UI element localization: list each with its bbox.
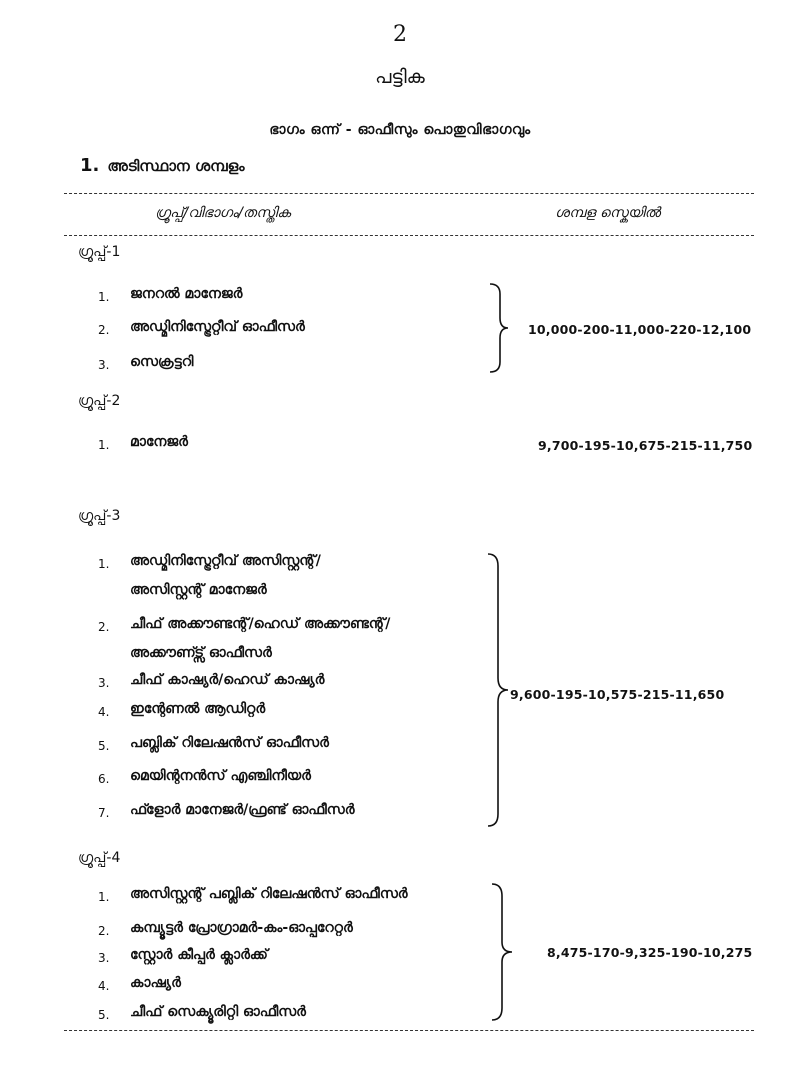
list-item-number: 5.	[98, 739, 110, 753]
group-1-brace	[488, 282, 510, 374]
list-item-number: 6.	[98, 772, 110, 786]
list-item-number: 2.	[98, 323, 110, 337]
list-item-number: 7.	[98, 806, 110, 820]
list-item-number: 1.	[98, 438, 110, 452]
list-item: അഡ്മിനിസ്ട്രേറ്റീവ് അസിസ്റ്റന്റ്/	[130, 553, 321, 569]
table-header-rule	[64, 235, 754, 236]
list-item-number: 4.	[98, 979, 110, 993]
pay-scale-group-3: 9,600-195-10,575-215-11,650	[510, 687, 725, 702]
table-bottom-rule	[64, 1030, 754, 1031]
column-header-post: ഗ്രൂപ്പ്/വിഭാഗം/തസ്തിക	[155, 205, 291, 221]
list-item: മാനേജർ	[130, 434, 188, 450]
list-item: ചീഫ് അക്കൗണ്ടന്റ്/ഹെഡ് അക്കൗണ്ടന്റ്/	[130, 616, 391, 632]
pay-scale-group-1: 10,000-200-11,000-220-12,100	[528, 322, 752, 337]
group-3-brace	[486, 552, 510, 828]
list-item-number: 5.	[98, 1008, 110, 1022]
list-item: ചീഫ് സെക്യൂരിറ്റി ഓഫീസർ	[130, 1004, 306, 1020]
list-item: അസിസ്റ്റന്റ് പബ്ലിക് റിലേഷൻസ് ഓഫീസർ	[130, 886, 408, 902]
list-item-number: 3.	[98, 676, 110, 690]
list-item: കാഷ്യർ	[130, 975, 181, 991]
document-title: പട്ടിക	[375, 66, 425, 88]
list-item: കമ്പ്യൂട്ടർ പ്രോഗ്രാമർ-കം-ഓപ്പറേറ്റർ	[130, 920, 353, 936]
group-4-brace	[490, 882, 514, 1024]
list-item-number: 1.	[98, 890, 110, 904]
group-label-2: ഗ്രൂപ്പ്-2	[78, 393, 121, 409]
list-item: ജനറൽ മാനേജർ	[130, 286, 243, 302]
list-item-number: 2.	[98, 924, 110, 938]
list-item-number: 1.	[98, 290, 110, 304]
section-heading-text: അടിസ്ഥാന ശമ്പളം	[107, 157, 245, 175]
section-number: 1.	[80, 155, 100, 176]
list-item-continuation: അക്കൗണ്ട്സ് ഓഫീസർ	[130, 645, 272, 661]
list-item-number: 4.	[98, 705, 110, 719]
section-heading	[80, 155, 245, 176]
list-item: സെക്രട്ടറി	[130, 354, 194, 370]
list-item: ഇന്റേണൽ ആഡിറ്റർ	[130, 701, 266, 717]
list-item: ചീഫ് കാഷ്യർ/ഹെഡ് കാഷ്യർ	[130, 672, 325, 688]
table-top-rule	[64, 193, 754, 194]
group-label-1: ഗ്രൂപ്പ്-1	[78, 244, 121, 260]
pay-scale-group-4: 8,475-170-9,325-190-10,275	[547, 945, 753, 960]
list-item: പബ്ലിക് റിലേഷൻസ് ഓഫീസർ	[130, 735, 329, 751]
list-item: മെയിന്റനൻസ് എഞ്ചിനീയർ	[130, 768, 311, 784]
list-item-number: 2.	[98, 620, 110, 634]
list-item: സ്റ്റോർ കീപ്പർ ക്ലാർക്ക്	[130, 947, 268, 963]
list-item-number: 3.	[98, 358, 110, 372]
list-item-number: 1.	[98, 557, 110, 571]
list-item-continuation: അസിസ്റ്റന്റ് മാനേജർ	[130, 582, 267, 598]
pay-scale-group-2: 9,700-195-10,675-215-11,750	[538, 438, 753, 453]
document-subtitle: ഭാഗം ഒന്ന് - ഓഫീസും പൊതുവിഭാഗവും	[269, 122, 531, 138]
group-label-3: ഗ്രൂപ്പ്-3	[78, 508, 121, 524]
list-item: ഫ്ളോർ മാനേജർ/ഫ്രണ്ട് ഓഫീസർ	[130, 802, 355, 818]
list-item: അഡ്മിനിസ്ട്രേറ്റീവ് ഓഫീസർ	[130, 319, 305, 335]
list-item-number: 3.	[98, 951, 110, 965]
group-label-4: ഗ്രൂപ്പ്-4	[78, 850, 121, 866]
page-number: 2	[393, 22, 407, 47]
column-header-scale: ശമ്പള സ്കെയിൽ	[555, 205, 661, 221]
